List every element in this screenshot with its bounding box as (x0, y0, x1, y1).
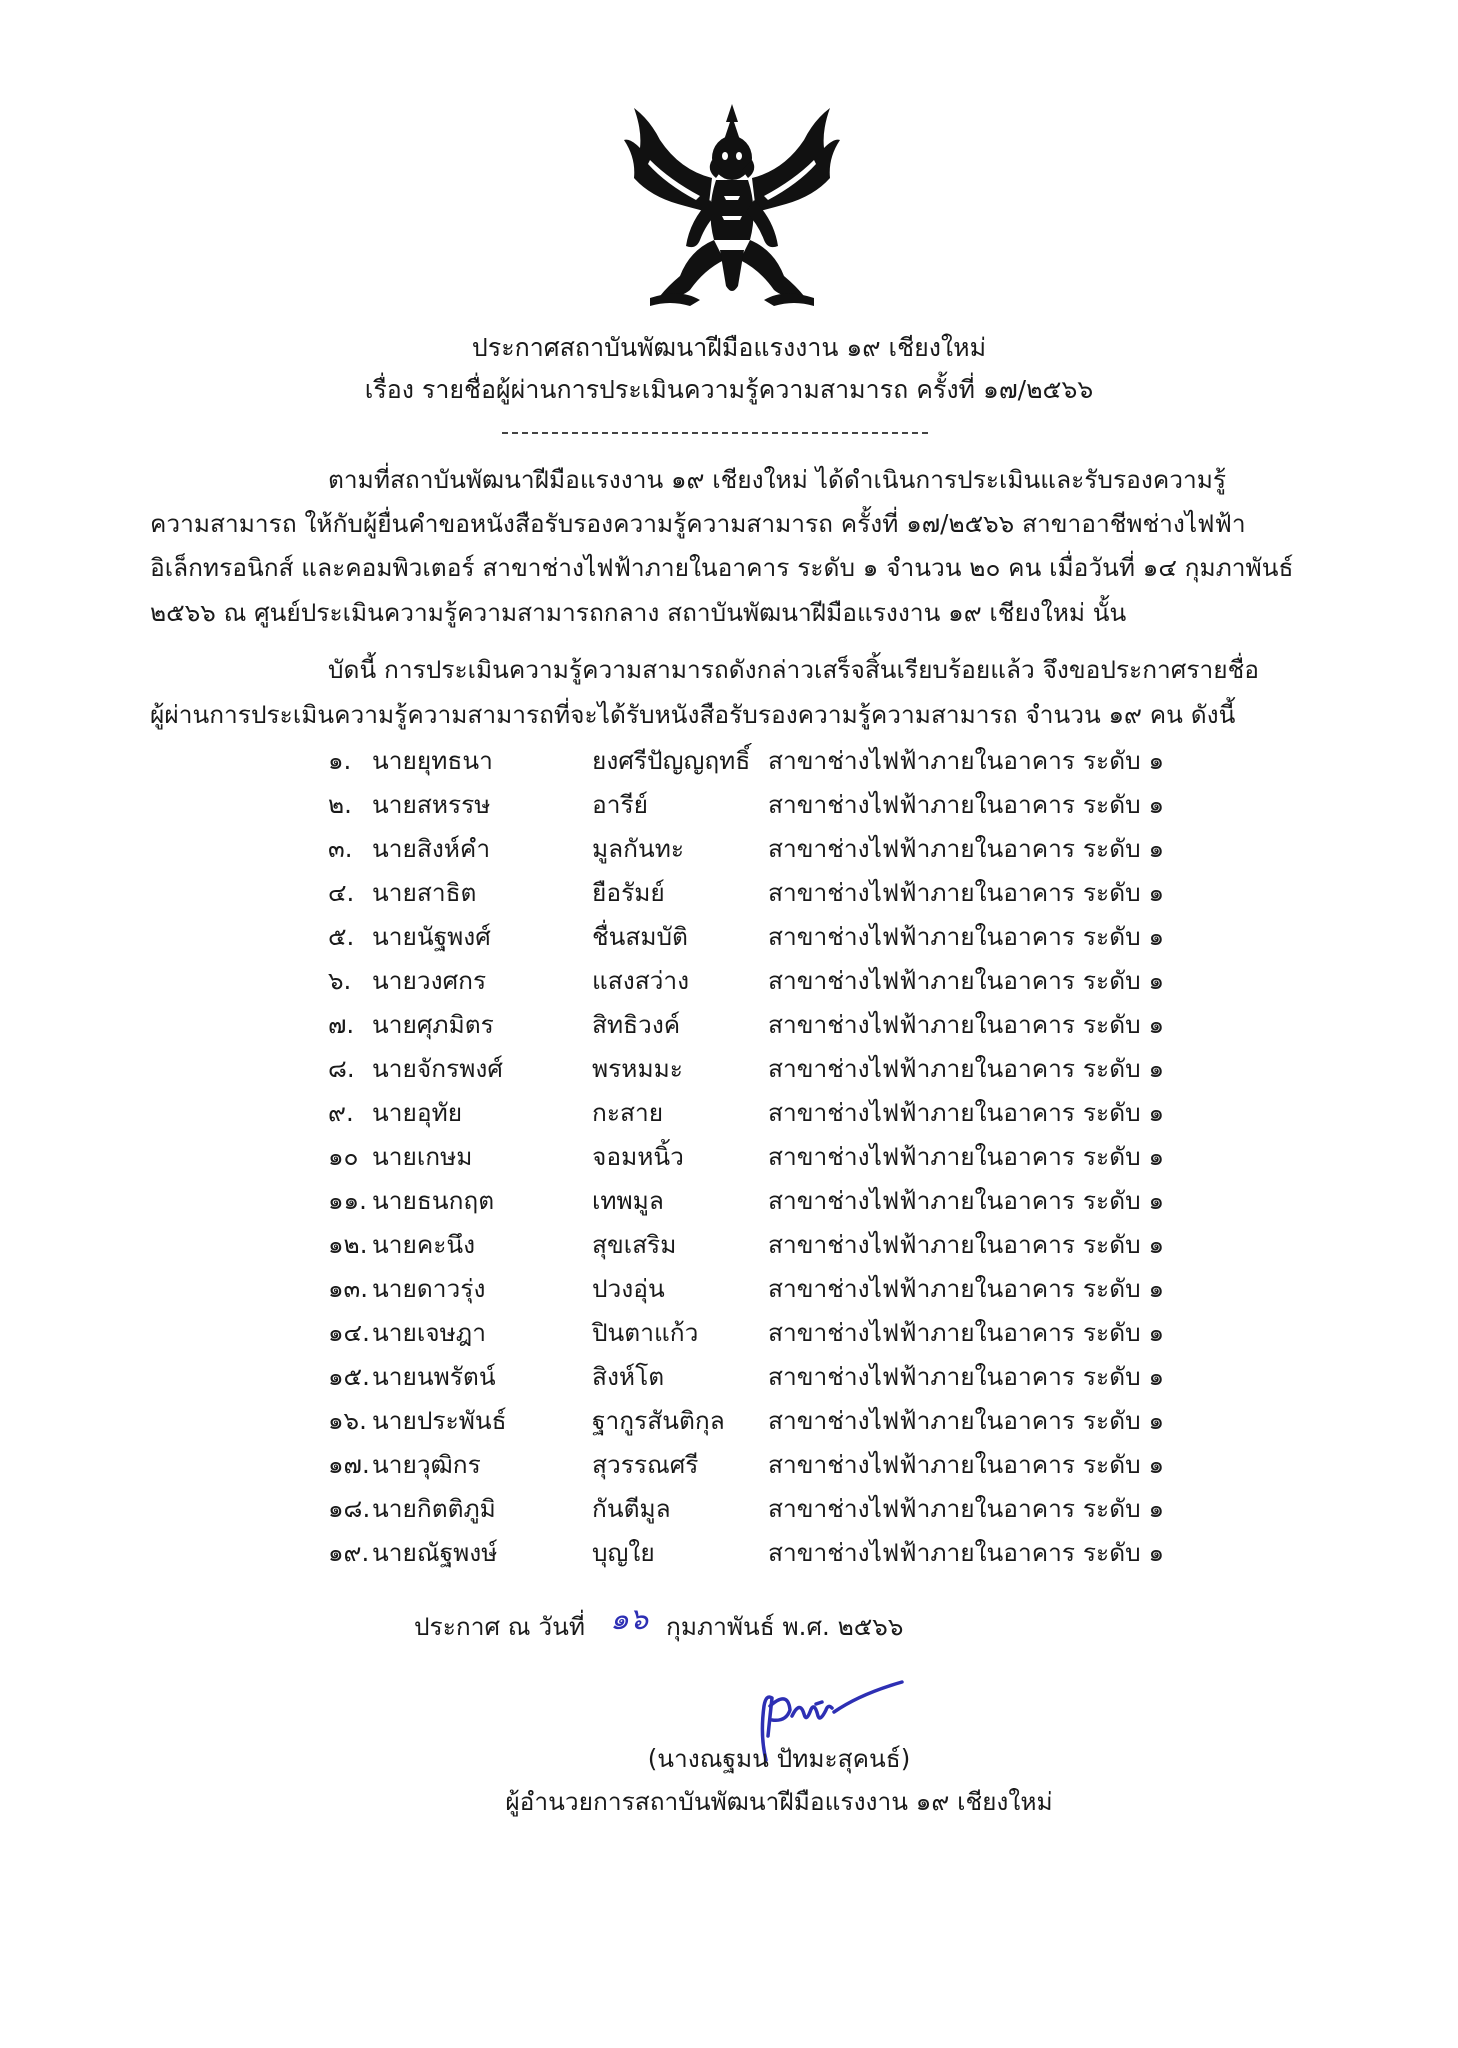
branch-level: สาขาช่างไฟฟ้าภายในอาคาร ระดับ ๑ (768, 922, 1164, 951)
item-number: ๑. (328, 746, 352, 775)
first-name: นายเจษฎา (372, 1318, 486, 1347)
branch-level: สาขาช่างไฟฟ้าภายในอาคาร ระดับ ๑ (768, 1186, 1164, 1215)
last-name: บุญใย (592, 1538, 655, 1567)
first-name: นายธนกฤต (372, 1186, 495, 1215)
branch-level: สาขาช่างไฟฟ้าภายในอาคาร ระดับ ๑ (768, 1450, 1164, 1479)
first-name: นายนัฐพงศ์ (372, 922, 491, 951)
announcement-title: ประกาศสถาบันพัฒนาฝีมือแรงงาน ๑๙ เชียงใหม่ (471, 333, 987, 362)
announce-date-rest: กุมภาพันธ์ พ.ศ. ๒๕๖๖ (666, 1612, 904, 1641)
first-name: นายสหรรษ (372, 790, 491, 819)
list-item (0, 1445, 1458, 1485)
branch-level: สาขาช่างไฟฟ้าภายในอาคาร ระดับ ๑ (768, 790, 1164, 819)
first-name: นายสิงห์คำ (372, 834, 491, 863)
item-number: ๘. (328, 1054, 355, 1083)
last-name: เทพมูล (592, 1186, 664, 1215)
item-number: ๑๖. (328, 1406, 367, 1435)
list-item (0, 1093, 1458, 1133)
list-item (0, 1489, 1458, 1529)
item-number: ๑๐ (328, 1142, 359, 1171)
list-item (0, 1269, 1458, 1309)
list-item (0, 1137, 1458, 1177)
list-item (0, 873, 1458, 913)
list-item (0, 1181, 1458, 1221)
item-number: ๙. (328, 1098, 354, 1127)
first-name: นายดาวรุ่ง (372, 1274, 486, 1303)
branch-level: สาขาช่างไฟฟ้าภายในอาคาร ระดับ ๑ (768, 1274, 1164, 1303)
branch-level: สาขาช่างไฟฟ้าภายในอาคาร ระดับ ๑ (768, 1142, 1164, 1171)
item-number: ๑๘. (328, 1494, 371, 1523)
last-name: พรหมมะ (592, 1054, 683, 1083)
list-item (0, 961, 1458, 1001)
branch-level: สาขาช่างไฟฟ้าภายในอาคาร ระดับ ๑ (768, 966, 1164, 995)
list-item (0, 1401, 1458, 1441)
item-number: ๑๑. (328, 1186, 367, 1215)
last-name: อารีย์ (592, 790, 648, 819)
branch-level: สาขาช่างไฟฟ้าภายในอาคาร ระดับ ๑ (768, 1318, 1164, 1347)
last-name: ชื่นสมบัติ (592, 922, 688, 951)
last-name: ปินตาแก้ว (592, 1318, 699, 1347)
paragraph1-line: ตามที่สถาบันพัฒนาฝีมือแรงงาน ๑๙ เชียงใหม่ ได้ดำเนินการประเมินและรับรองความรู้ (328, 465, 1227, 494)
item-number: ๑๓. (328, 1274, 369, 1303)
signer-name: (นางณฐมน ปัทมะสุคนธ์) (647, 1744, 911, 1773)
item-number: ๑๙. (328, 1538, 370, 1567)
last-name: กะสาย (592, 1098, 664, 1127)
item-number: ๒. (328, 790, 352, 819)
last-name: จอมหนิ้ว (592, 1142, 684, 1171)
paragraph2-line: ผู้ผ่านการประเมินความรู้ความสามารถที่จะได้รับหนังสือรับรองความรู้ความสามารถ จำนวน ๑๙ คน ดังนี้ (150, 700, 1236, 729)
last-name: ยงศรีปัญญฤทธิ์ (592, 746, 751, 775)
list-item (0, 1357, 1458, 1397)
list-item (0, 917, 1458, 957)
item-number: ๔. (328, 878, 355, 907)
last-name: สิงห์โต (592, 1362, 665, 1391)
paragraph1-line: ความสามารถ ให้กับผู้ยื่นคำขอหนังสือรับรองความรู้ความสามารถ ครั้งที่ ๑๗/๒๕๖๖ สาขาอาชีพช่างไฟฟ้า (150, 509, 1246, 538)
branch-level: สาขาช่างไฟฟ้าภายในอาคาร ระดับ ๑ (768, 1406, 1164, 1435)
last-name: สุวรรณศรี (592, 1450, 699, 1479)
item-number: ๑๕. (328, 1362, 370, 1391)
first-name: นายยุทธนา (372, 746, 493, 775)
last-name: สุขเสริม (592, 1230, 677, 1259)
first-name: นายศุภมิตร (372, 1010, 494, 1039)
last-name: ยือรัมย์ (592, 878, 665, 907)
announce-date-prefix: ประกาศ ณ วันที่ (414, 1612, 585, 1641)
list-item (0, 1533, 1458, 1573)
list-item (0, 1049, 1458, 1089)
first-name: นายวงศกร (372, 966, 487, 995)
paragraph1-line: ๒๕๖๖ ณ ศูนย์ประเมินความรู้ความสามารถกลาง สถาบันพัฒนาฝีมือแรงงาน ๑๙ เชียงใหม่ นั้น (150, 598, 1127, 627)
item-number: ๑๗. (328, 1450, 370, 1479)
branch-level: สาขาช่างไฟฟ้าภายในอาคาร ระดับ ๑ (768, 746, 1164, 775)
branch-level: สาขาช่างไฟฟ้าภายในอาคาร ระดับ ๑ (768, 1362, 1164, 1391)
branch-level: สาขาช่างไฟฟ้าภายในอาคาร ระดับ ๑ (768, 1054, 1164, 1083)
last-name: มูลกันทะ (592, 834, 685, 863)
list-item (0, 1005, 1458, 1045)
list-item (0, 785, 1458, 825)
paragraph2-line: บัดนี้ การประเมินความรู้ความสามารถดังกล่าวเสร็จสิ้นเรียบร้อยแล้ว จึงขอประกาศรายชื่อ (328, 655, 1259, 684)
first-name: นายนพรัตน์ (372, 1362, 496, 1391)
branch-level: สาขาช่างไฟฟ้าภายในอาคาร ระดับ ๑ (768, 1230, 1164, 1259)
first-name: นายกิตติภูมิ (372, 1494, 496, 1523)
branch-level: สาขาช่างไฟฟ้าภายในอาคาร ระดับ ๑ (768, 878, 1164, 907)
announcement-subject: เรื่อง รายชื่อผู้ผ่านการประเมินความรู้ความสามารถ ครั้งที่ ๑๗/๒๕๖๖ (364, 375, 1094, 404)
first-name: นายประพันธ์ (372, 1406, 507, 1435)
first-name: นายคะนึง (372, 1230, 476, 1259)
branch-level: สาขาช่างไฟฟ้าภายในอาคาร ระดับ ๑ (768, 1010, 1164, 1039)
first-name: นายจักรพงศ์ (372, 1054, 503, 1083)
announce-day-handwritten: ๑๖ (610, 1602, 649, 1637)
garuda-emblem-icon (620, 100, 844, 308)
first-name: นายณัฐพงษ์ (372, 1538, 498, 1567)
first-name: นายสาธิต (372, 878, 477, 907)
item-number: ๑๒. (328, 1230, 368, 1259)
list-item (0, 1313, 1458, 1353)
item-number: ๖. (328, 966, 352, 995)
branch-level: สาขาช่างไฟฟ้าภายในอาคาร ระดับ ๑ (768, 1538, 1164, 1567)
last-name: ปวงอุ่น (592, 1274, 665, 1303)
item-number: ๗. (328, 1010, 355, 1039)
last-name: ฐากูรสันติกุล (592, 1406, 725, 1435)
signer-position: ผู้อำนวยการสถาบันพัฒนาฝีมือแรงงาน ๑๙ เชียงใหม่ (505, 1787, 1053, 1816)
branch-level: สาขาช่างไฟฟ้าภายในอาคาร ระดับ ๑ (768, 1098, 1164, 1127)
list-item (0, 829, 1458, 869)
header-divider (502, 432, 928, 434)
list-item (0, 1225, 1458, 1265)
item-number: ๑๔. (328, 1318, 370, 1347)
branch-level: สาขาช่างไฟฟ้าภายในอาคาร ระดับ ๑ (768, 834, 1164, 863)
item-number: ๕. (328, 922, 355, 951)
item-number: ๓. (328, 834, 353, 863)
last-name: แสงสว่าง (592, 966, 690, 995)
list-item (0, 741, 1458, 781)
first-name: นายวุฒิกร (372, 1450, 481, 1479)
paragraph1-line: อิเล็กทรอนิกส์ และคอมพิวเตอร์ สาขาช่างไฟฟ้าภายในอาคาร ระดับ ๑ จำนวน ๒๐ คน เมื่อวันที่ ๑๔ กุมภาพันธ์ (150, 553, 1294, 582)
last-name: สิทธิวงค์ (592, 1010, 681, 1039)
first-name: นายอุทัย (372, 1098, 463, 1127)
first-name: นายเกษม (372, 1142, 473, 1171)
last-name: กันตีมูล (592, 1494, 671, 1523)
branch-level: สาขาช่างไฟฟ้าภายในอาคาร ระดับ ๑ (768, 1494, 1164, 1523)
